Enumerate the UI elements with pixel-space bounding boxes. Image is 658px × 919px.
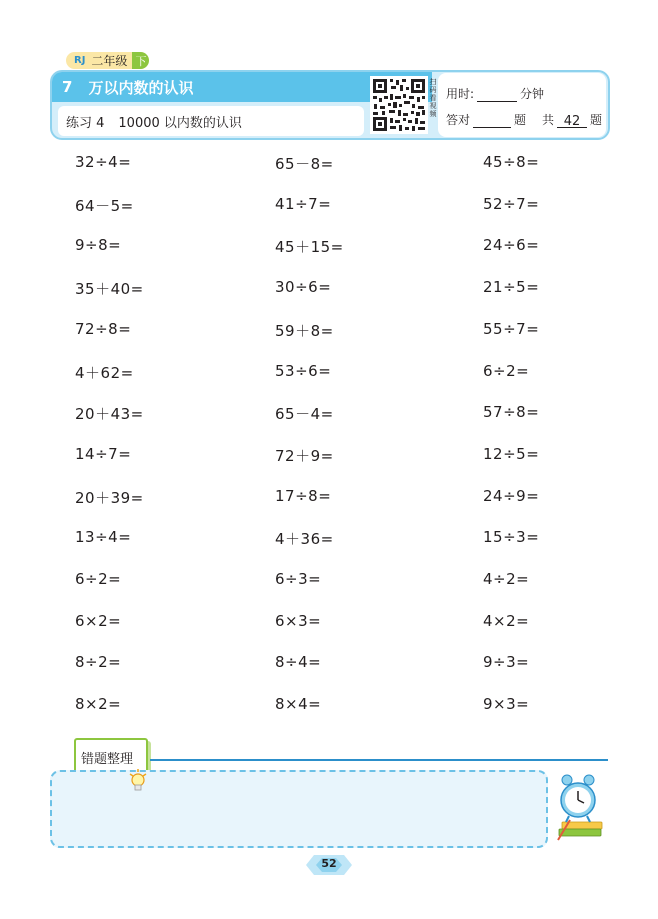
problem-r8-c3: 12÷5=	[483, 445, 540, 463]
publisher-label: RJ	[74, 55, 86, 66]
problem-r14-c2: 8×4=	[275, 695, 322, 713]
total-unit: 题	[590, 113, 603, 127]
qr-side-text: 扫码看视频	[429, 78, 437, 118]
problem-r1-c1: 32÷4=	[75, 153, 132, 171]
problem-r10-c1: 13÷4=	[75, 528, 132, 546]
correct-label: 答对	[446, 113, 471, 127]
problem-r14-c3: 9×3=	[483, 695, 530, 713]
lightbulb-icon	[128, 768, 148, 794]
problem-r3-c2: 45＋15=	[275, 238, 344, 256]
total-label: 共	[542, 113, 555, 127]
error-notes-box[interactable]	[50, 770, 548, 848]
alarm-clock-icon	[556, 772, 606, 842]
problem-r11-c3: 4÷2=	[483, 570, 530, 588]
problem-r3-c1: 9÷8=	[75, 236, 122, 254]
problem-r4-c3: 21÷5=	[483, 278, 540, 296]
problem-r12-c3: 4×2=	[483, 612, 530, 630]
problem-r2-c2: 41÷7=	[275, 195, 332, 213]
problem-r13-c3: 9÷3=	[483, 653, 530, 671]
time-label: 用时:	[446, 87, 475, 101]
problem-r12-c1: 6×2=	[75, 612, 122, 630]
problem-r11-c2: 6÷3=	[275, 570, 322, 588]
lesson-title: 10000 以内数的认识	[118, 115, 242, 131]
problem-r7-c3: 57÷8=	[483, 403, 540, 421]
chapter-title: 万以内数的认识	[88, 78, 194, 97]
problem-r5-c1: 72÷8=	[75, 320, 132, 338]
correct-unit: 题	[514, 113, 527, 127]
problem-r2-c3: 52÷7=	[483, 195, 540, 213]
error-section-title: 错题整理	[81, 752, 134, 767]
problem-r10-c2: 4＋36=	[275, 530, 334, 548]
chapter-number: 7	[62, 78, 73, 96]
problem-r6-c3: 6÷2=	[483, 362, 530, 380]
problem-r12-c2: 6×3=	[275, 612, 322, 630]
lesson-label: 练习 4	[66, 115, 105, 131]
problem-r6-c2: 53÷6=	[275, 362, 332, 380]
problem-r1-c2: 65－8=	[275, 155, 334, 173]
problem-r8-c1: 14÷7=	[75, 445, 132, 463]
page-number: 52	[321, 857, 337, 870]
time-unit: 分钟	[520, 87, 545, 101]
problem-r8-c2: 72＋9=	[275, 447, 334, 465]
problem-r4-c2: 30÷6=	[275, 278, 332, 296]
problem-r11-c1: 6÷2=	[75, 570, 122, 588]
problem-r2-c1: 64－5=	[75, 197, 134, 215]
problem-r10-c3: 15÷3=	[483, 528, 540, 546]
grade-label: 二年级	[91, 54, 128, 68]
problem-r9-c2: 17÷8=	[275, 487, 332, 505]
error-divider	[150, 759, 608, 761]
problem-r5-c2: 59＋8=	[275, 322, 334, 340]
problem-r7-c1: 20＋43=	[75, 405, 144, 423]
total-value: 42	[557, 116, 587, 128]
problem-r13-c2: 8÷4=	[275, 653, 322, 671]
problem-r3-c3: 24÷6=	[483, 236, 540, 254]
problem-r9-c1: 20＋39=	[75, 489, 144, 507]
problem-r5-c3: 55÷7=	[483, 320, 540, 338]
problem-r4-c1: 35＋40=	[75, 280, 144, 298]
term-badge: 下	[132, 52, 149, 69]
problem-r14-c1: 8×2=	[75, 695, 122, 713]
problem-r9-c3: 24÷9=	[483, 487, 540, 505]
problem-r6-c1: 4＋62=	[75, 364, 134, 382]
problem-r7-c2: 65－4=	[275, 405, 334, 423]
problem-r1-c3: 45÷8=	[483, 153, 540, 171]
problem-r13-c1: 8÷2=	[75, 653, 122, 671]
